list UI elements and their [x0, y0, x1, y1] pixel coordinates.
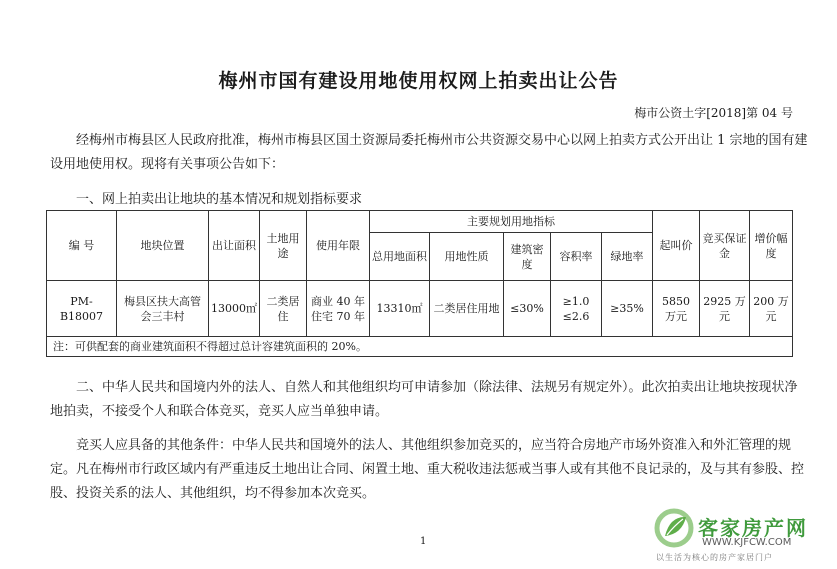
header-planning-group: 主要规划用地指标	[370, 211, 653, 233]
cell-density: ≤30%	[504, 281, 551, 337]
watermark	[652, 506, 832, 566]
section2-paragraph: 二、中华人民共和国境内外的法人、自然人和其他组织均可申请参加（除法律、法规另有规定外）。此次拍卖出让地块按现状净地拍卖，不接受个人和联合体竞买，竞买人应当单独申请。	[50, 380, 798, 419]
table-header-row	[47, 211, 793, 233]
header-far: 容积率	[551, 233, 602, 281]
cell-increment: 200 万元	[750, 281, 793, 337]
cell-use: 二类居住	[260, 281, 307, 337]
cell-far: ≥1.0 ≤2.6	[551, 281, 602, 337]
watermark-url: WWW.KJFCW.COM	[702, 537, 792, 548]
cell-location: 梅县区扶大高管会三丰村	[117, 281, 209, 337]
section-heading: 一、网上拍卖出让地块的基本情况和规划指标要求	[76, 192, 363, 207]
section3-paragraph: 竞买人应具备的其他条件：中华人民共和国境外的法人、其他组织参加竞买的，应当符合房地产市场外资准入和外汇管理的规定。凡在梅州市行政区域内有严重违反土地出让合同、闲置土地、重大税收违法惩戒当事人或有其他不良记录的，及与其有参股、控股、投资关系的法人、其他组织，均不得参加本次竞买。	[50, 438, 805, 501]
table-note-row	[47, 337, 793, 357]
cell-deposit: 2925 万元	[700, 281, 750, 337]
watermark-slogan: 以生活为核心的房产家居门户	[656, 553, 773, 562]
header-deposit: 竞买保证金	[700, 211, 750, 281]
cell-green: ≥35%	[602, 281, 653, 337]
cell-area: 13000㎡	[209, 281, 260, 337]
leaf-logo-icon	[652, 506, 696, 550]
header-increment: 增价幅度	[750, 211, 793, 281]
cell-start-price: 5850 万元	[653, 281, 700, 337]
intro-paragraph: 经梅州市梅县区人民政府批准，梅州市梅县区国土资源局委托梅州市公共资源交易中心以网上拍卖方式公开出让 1 宗地的国有建设用地使用权。现将有关事项公告如下：	[50, 133, 808, 172]
header-total-area: 总用地面积	[370, 233, 430, 281]
header-number: 编 号	[47, 211, 117, 281]
header-land-nature: 用地性质	[430, 233, 504, 281]
page-number: 1	[420, 536, 427, 547]
watermark-name: 客家房产网	[698, 516, 808, 540]
header-start-price: 起叫价	[653, 211, 700, 281]
cell-total-area: 13310㎡	[370, 281, 430, 337]
table-row	[47, 281, 793, 337]
page-title: 梅州市国有建设用地使用权网上拍卖出让公告	[218, 70, 619, 92]
cell-term: 商业 40 年住宅 70 年	[307, 281, 370, 337]
header-area: 出让面积	[209, 211, 260, 281]
cell-land-nature: 二类居住用地	[430, 281, 504, 337]
header-location: 地块位置	[117, 211, 209, 281]
header-use: 土地用途	[260, 211, 307, 281]
land-parcel-table	[46, 210, 793, 357]
header-green: 绿地率	[602, 233, 653, 281]
document-number: 梅市公资土字[2018]第 04 号	[634, 106, 793, 120]
header-term: 使用年限	[307, 211, 370, 281]
table-note: 注：可供配套的商业建筑面积不得超过总计容建筑面积的 20%。	[47, 337, 793, 357]
cell-number: PM-B18007	[47, 281, 117, 337]
header-density: 建筑密度	[504, 233, 551, 281]
